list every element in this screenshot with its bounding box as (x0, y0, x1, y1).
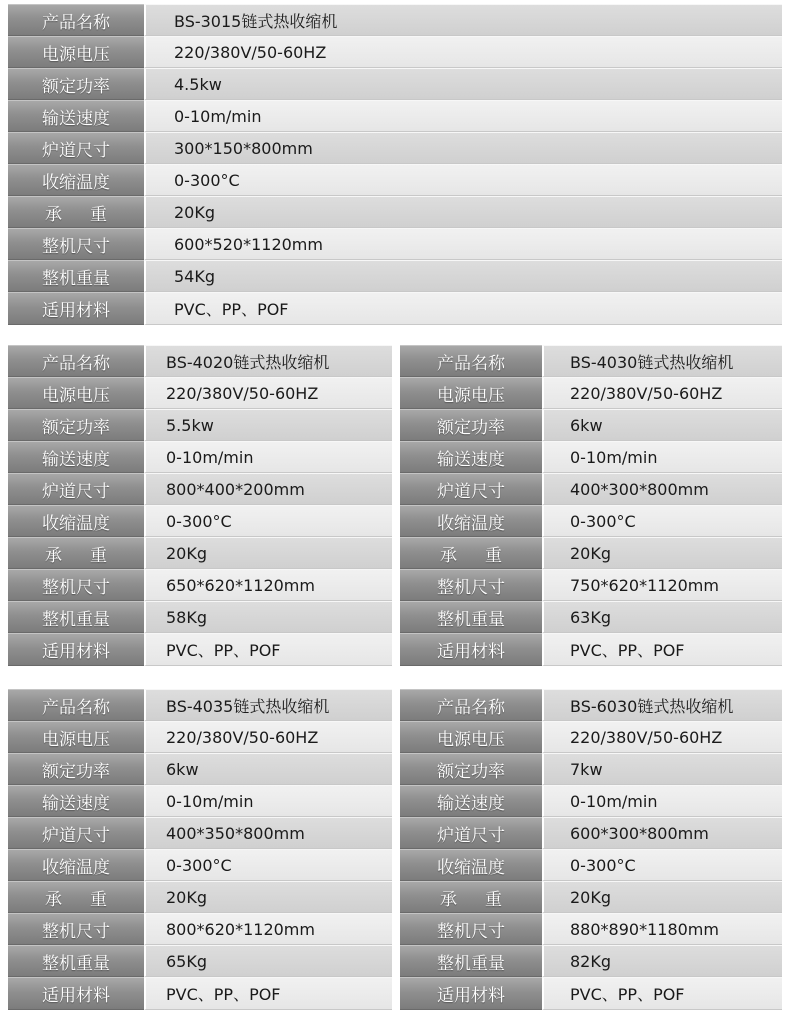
spec-row-power-supply (8, 721, 392, 753)
spec-row-machine-size (400, 569, 782, 601)
spec-row-shrink-temp (400, 505, 782, 537)
spec-row-rated-power (400, 753, 782, 785)
label-product-name: 产品名称 (400, 345, 542, 377)
spec-row-shrink-temp (8, 505, 392, 537)
label-product-name: 产品名称 (400, 689, 542, 721)
spec-row-conveyor-speed (8, 100, 782, 132)
label-tunnel-size: 炉道尺寸 (400, 817, 542, 849)
label-tunnel-size: 炉道尺寸 (400, 473, 542, 505)
spec-row-machine-weight (8, 601, 392, 633)
value-product-name: BS-4035链式热收缩机 (144, 689, 392, 721)
spec-row-power-supply (400, 721, 782, 753)
spec-row-rated-power (8, 753, 392, 785)
label-power-supply: 电源电压 (8, 721, 144, 753)
spec-row-machine-weight (8, 945, 392, 977)
label-conveyor-speed: 输送速度 (8, 441, 144, 473)
value-rated-power: 6kw (144, 753, 392, 785)
value-product-name: BS-4030链式热收缩机 (542, 345, 782, 377)
value-shrink-temp: 0-300°C (144, 849, 392, 881)
spec-row-conveyor-speed (8, 785, 392, 817)
spec-row-load (400, 881, 782, 913)
label-power-supply: 电源电压 (400, 721, 542, 753)
value-conveyor-speed: 0-10m/min (144, 785, 392, 817)
label-conveyor-speed: 输送速度 (8, 785, 144, 817)
label-machine-size: 整机尺寸 (8, 913, 144, 945)
spec-row-shrink-temp (8, 849, 392, 881)
value-product-name: BS-6030链式热收缩机 (542, 689, 782, 721)
label-rated-power: 额定功率 (8, 753, 144, 785)
label-rated-power: 额定功率 (8, 68, 144, 100)
value-load: 20Kg (144, 196, 782, 228)
spec-table-bs-6030 (400, 689, 782, 1010)
label-shrink-temp: 收缩温度 (400, 505, 542, 537)
spec-row-load (8, 196, 782, 228)
spec-table-bs-4035 (8, 689, 392, 1010)
value-machine-weight: 58Kg (144, 601, 392, 633)
label-materials: 适用材料 (8, 292, 144, 325)
label-shrink-temp: 收缩温度 (8, 505, 144, 537)
label-materials: 适用材料 (400, 633, 542, 666)
value-machine-weight: 82Kg (542, 945, 782, 977)
value-power-supply: 220/380V/50-60HZ (542, 721, 782, 753)
label-machine-size: 整机尺寸 (400, 569, 542, 601)
label-machine-weight: 整机重量 (8, 601, 144, 633)
label-power-supply: 电源电压 (8, 377, 144, 409)
spec-row-machine-weight (8, 260, 782, 292)
spec-row-rated-power (400, 409, 782, 441)
label-tunnel-size: 炉道尺寸 (8, 132, 144, 164)
value-rated-power: 6kw (542, 409, 782, 441)
value-conveyor-speed: 0-10m/min (144, 441, 392, 473)
value-load: 20Kg (542, 881, 782, 913)
spec-row-power-supply (400, 377, 782, 409)
value-machine-weight: 65Kg (144, 945, 392, 977)
label-load: 承重 (400, 881, 542, 913)
value-conveyor-speed: 0-10m/min (542, 441, 782, 473)
label-materials: 适用材料 (400, 977, 542, 1010)
value-load: 20Kg (144, 537, 392, 569)
spec-row-machine-size (8, 569, 392, 601)
label-power-supply: 电源电压 (8, 36, 144, 68)
spec-row-conveyor-speed (400, 441, 782, 473)
spec-table-bs-4030 (400, 345, 782, 666)
label-product-name: 产品名称 (8, 4, 144, 36)
label-machine-weight: 整机重量 (8, 260, 144, 292)
label-materials: 适用材料 (8, 633, 144, 666)
value-materials: PVC、PP、POF (144, 292, 782, 325)
value-conveyor-speed: 0-10m/min (144, 100, 782, 132)
spec-row-tunnel-size (8, 473, 392, 505)
value-materials: PVC、PP、POF (542, 633, 782, 666)
spec-row-tunnel-size (8, 132, 782, 164)
label-power-supply: 电源电压 (400, 377, 542, 409)
label-shrink-temp: 收缩温度 (400, 849, 542, 881)
value-rated-power: 5.5kw (144, 409, 392, 441)
label-shrink-temp: 收缩温度 (8, 849, 144, 881)
label-conveyor-speed: 输送速度 (8, 100, 144, 132)
spec-table-bs-4020 (8, 345, 392, 666)
value-tunnel-size: 300*150*800mm (144, 132, 782, 164)
value-load: 20Kg (542, 537, 782, 569)
value-power-supply: 220/380V/50-60HZ (144, 36, 782, 68)
spec-row-materials (400, 633, 782, 666)
spec-row-rated-power (8, 68, 782, 100)
spec-row-power-supply (8, 377, 392, 409)
spec-row-power-supply (8, 36, 782, 68)
label-rated-power: 额定功率 (8, 409, 144, 441)
spec-row-name (8, 689, 392, 721)
label-load: 承重 (8, 881, 144, 913)
label-product-name: 产品名称 (8, 345, 144, 377)
spec-row-name (8, 345, 392, 377)
spec-row-shrink-temp (8, 164, 782, 196)
spec-row-tunnel-size (8, 817, 392, 849)
value-machine-size: 880*890*1180mm (542, 913, 782, 945)
label-rated-power: 额定功率 (400, 409, 542, 441)
value-conveyor-speed: 0-10m/min (542, 785, 782, 817)
label-machine-size: 整机尺寸 (400, 913, 542, 945)
value-tunnel-size: 400*300*800mm (542, 473, 782, 505)
value-power-supply: 220/380V/50-60HZ (144, 721, 392, 753)
value-shrink-temp: 0-300°C (144, 505, 392, 537)
value-power-supply: 220/380V/50-60HZ (542, 377, 782, 409)
spec-row-name (400, 345, 782, 377)
spec-row-materials (8, 633, 392, 666)
label-tunnel-size: 炉道尺寸 (8, 817, 144, 849)
spec-row-tunnel-size (400, 817, 782, 849)
value-rated-power: 7kw (542, 753, 782, 785)
value-tunnel-size: 600*300*800mm (542, 817, 782, 849)
value-materials: PVC、PP、POF (542, 977, 782, 1010)
spec-row-materials (8, 292, 782, 325)
spec-row-shrink-temp (400, 849, 782, 881)
label-conveyor-speed: 输送速度 (400, 441, 542, 473)
value-shrink-temp: 0-300°C (542, 849, 782, 881)
value-machine-size: 800*620*1120mm (144, 913, 392, 945)
value-materials: PVC、PP、POF (144, 977, 392, 1010)
value-shrink-temp: 0-300°C (144, 164, 782, 196)
label-materials: 适用材料 (8, 977, 144, 1010)
spec-row-machine-size (8, 228, 782, 260)
spec-row-load (8, 537, 392, 569)
spec-row-conveyor-speed (400, 785, 782, 817)
spec-row-name (8, 4, 782, 36)
value-machine-size: 600*520*1120mm (144, 228, 782, 260)
spec-row-tunnel-size (400, 473, 782, 505)
spec-row-rated-power (8, 409, 392, 441)
value-tunnel-size: 400*350*800mm (144, 817, 392, 849)
label-machine-weight: 整机重量 (8, 945, 144, 977)
spec-row-load (8, 881, 392, 913)
label-shrink-temp: 收缩温度 (8, 164, 144, 196)
value-power-supply: 220/380V/50-60HZ (144, 377, 392, 409)
label-tunnel-size: 炉道尺寸 (8, 473, 144, 505)
label-machine-weight: 整机重量 (400, 601, 542, 633)
value-product-name: BS-4020链式热收缩机 (144, 345, 392, 377)
label-load: 承重 (400, 537, 542, 569)
label-rated-power: 额定功率 (400, 753, 542, 785)
label-load: 承重 (8, 537, 144, 569)
value-machine-size: 650*620*1120mm (144, 569, 392, 601)
spec-row-machine-size (400, 913, 782, 945)
value-product-name: BS-3015链式热收缩机 (144, 4, 782, 36)
label-machine-size: 整机尺寸 (8, 569, 144, 601)
spec-row-materials (8, 977, 392, 1010)
value-materials: PVC、PP、POF (144, 633, 392, 666)
value-load: 20Kg (144, 881, 392, 913)
label-product-name: 产品名称 (8, 689, 144, 721)
value-machine-weight: 54Kg (144, 260, 782, 292)
spec-row-materials (400, 977, 782, 1010)
spec-table-bs-3015 (8, 4, 782, 325)
spec-row-machine-weight (400, 945, 782, 977)
value-tunnel-size: 800*400*200mm (144, 473, 392, 505)
label-conveyor-speed: 输送速度 (400, 785, 542, 817)
value-shrink-temp: 0-300°C (542, 505, 782, 537)
spec-row-machine-weight (400, 601, 782, 633)
spec-row-conveyor-speed (8, 441, 392, 473)
spec-row-machine-size (8, 913, 392, 945)
value-machine-weight: 63Kg (542, 601, 782, 633)
spec-row-load (400, 537, 782, 569)
label-machine-weight: 整机重量 (400, 945, 542, 977)
value-machine-size: 750*620*1120mm (542, 569, 782, 601)
spec-row-name (400, 689, 782, 721)
value-rated-power: 4.5kw (144, 68, 782, 100)
label-machine-size: 整机尺寸 (8, 228, 144, 260)
label-load: 承重 (8, 196, 144, 228)
